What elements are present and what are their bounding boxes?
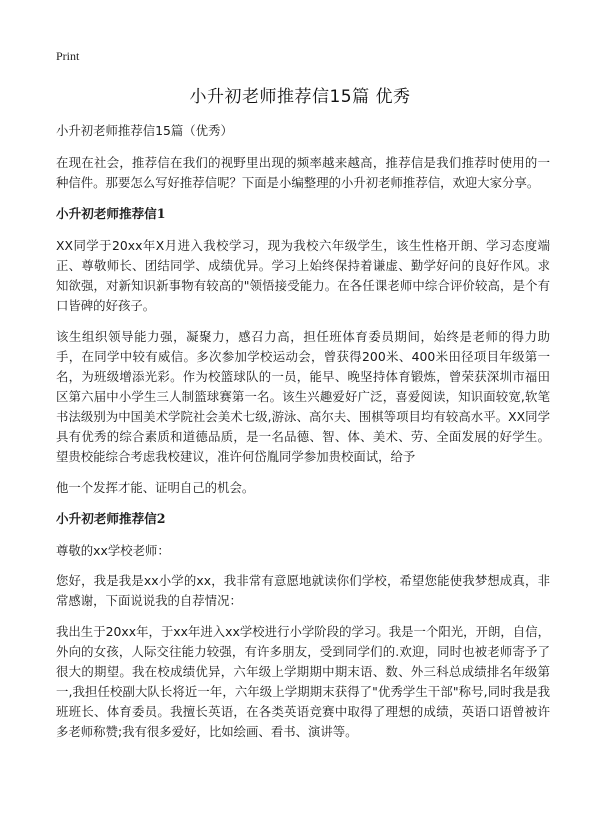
document-body (56, 121, 550, 753)
section-heading-2: 小升初老师推荐信2 (56, 511, 166, 526)
section-heading-1: 小升初老师推荐信1 (56, 206, 166, 221)
document-subtitle: 小升初老师推荐信15篇（优秀） (56, 123, 233, 138)
section-1-paragraph-2: 该生组织领导能力强，凝聚力，感召力高，担任班体育委员期间，始终是老师的得力助手，在同学中较有威信。多次参加学校运动会，曾获得200米、400米田径项目年级第一名，为班级增添光彩。作为校篮球队的一员，能早、晚坚持体育锻炼，曾荣获深圳市福田区第六届中小学生三人制篮球赛第一名。该生兴趣爱好广泛，喜爱阅读，知识面较宽,软笔书法级别为中国美术学院社会美术七级,游泳、高尔夫、围棋等项目均有较高水平。XX同学具有优秀的综合素质和道德品质，是一名品德、智、体、美术、劳、全面发展的好学生。望贵校能综合考虑我校建议，准许何岱胤同学参加贵校面试，给予 (56, 329, 550, 464)
section-1-paragraph-3: 他一个发挥才能、证明自己的机会。 (56, 480, 255, 495)
intro-paragraph: 在现在社会，推荐信在我们的视野里出现的频率越来越高，推荐信是我们推荐时使用的一种信件。那要怎么写好推荐信呢？下面是小编整理的小升初老师推荐信，欢迎大家分享。 (56, 155, 550, 190)
section-2-paragraph-1: 您好，我是我是xx小学的xx，我非常有意愿地就读你们学校，希望您能使我梦想成真，非常感谢，下面说说我的自荐情况： (56, 573, 550, 608)
section-2-greeting: 尊敬的xx学校老师： (56, 543, 170, 558)
print-link[interactable]: Print (56, 49, 80, 63)
section-2-paragraph-2: 我出生于20xx年，于xx年进入xx学校进行小学阶段的学习。我是一个阳光，开朗，自信，外向的女孩，人际交往能力较强，有许多朋友，受到同学们的.欢迎，同时也被老师寄予了很大的期望。我在校成绩优异，六年级上学期期中期末语、数、外三科总成绩排名年级第一,我担任校副大队长将近一年，六年级上学期期末获得了"优秀学生干部"称号,同时我是我班班长、体育委员。我擅长英语，在各类英语竞赛中取得了理想的成绩，英语口语曾被许多老师称赞;我有很多爱好，比如绘画、看书、演讲等。 (56, 624, 550, 739)
section-1-paragraph-1: XX同学于20xx年X月进入我校学习，现为我校六年级学生，该生性格开朗、学习态度端正、尊敬师长、团结同学、成绩优异。学习上始终保持着谦虚、勤学好问的良好作风。求知欲强，对新知识新事物有较高的"领悟接受能力。在各任课老师中综合评价较高，是个有口皆碑的好孩子。 (56, 238, 550, 313)
document-title: 小升初老师推荐信15篇 优秀 (189, 87, 411, 107)
